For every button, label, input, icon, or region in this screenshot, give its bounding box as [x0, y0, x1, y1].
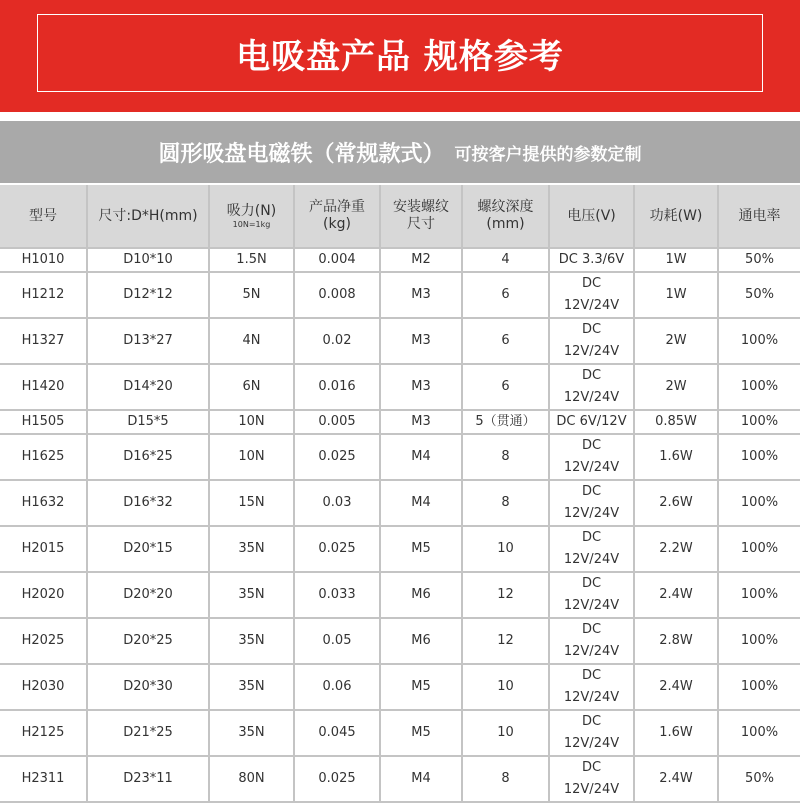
cell-weight: 0.06	[294, 664, 380, 710]
cell-size: D21*25	[87, 710, 209, 756]
cell-power: 1W	[634, 272, 718, 318]
cell-model: H2125	[0, 710, 87, 756]
cell-duty: 100%	[718, 364, 800, 410]
cell-duty: 50%	[718, 272, 800, 318]
cell-power: 2.4W	[634, 664, 718, 710]
cell-thread: M6	[380, 618, 462, 664]
cell-depth: 8	[462, 756, 549, 802]
cell-size: D20*20	[87, 572, 209, 618]
cell-voltage: DC 12V/24V	[549, 664, 634, 710]
cell-duty: 100%	[718, 318, 800, 364]
cell-duty: 50%	[718, 756, 800, 802]
table-row	[0, 572, 800, 618]
cell-depth: 10	[462, 710, 549, 756]
cell-thread: M3	[380, 410, 462, 434]
cell-duty: 100%	[718, 618, 800, 664]
cell-depth: 10	[462, 664, 549, 710]
header-cell: 功耗(W)	[634, 185, 718, 248]
cell-thread: M5	[380, 664, 462, 710]
cell-depth: 5（贯通）	[462, 410, 549, 434]
cell-model: H1212	[0, 272, 87, 318]
table-row	[0, 318, 800, 364]
cell-power: 0.85W	[634, 410, 718, 434]
banner-title: 电吸盘产品 规格参考	[236, 36, 564, 77]
table-row	[0, 410, 800, 434]
header-cell: 螺纹深度 (mm)	[462, 185, 549, 248]
cell-size: D20*30	[87, 664, 209, 710]
cell-power: 2.4W	[634, 572, 718, 618]
cell-force: 35N	[209, 526, 294, 572]
cell-size: D13*27	[87, 318, 209, 364]
cell-depth: 6	[462, 272, 549, 318]
cell-thread: M6	[380, 572, 462, 618]
cell-power: 1.6W	[634, 434, 718, 480]
cell-depth: 10	[462, 526, 549, 572]
table-row	[0, 710, 800, 756]
cell-voltage: DC 12V/24V	[549, 710, 634, 756]
cell-voltage: DC 12V/24V	[549, 480, 634, 526]
cell-thread: M2	[380, 248, 462, 272]
cell-thread: M5	[380, 526, 462, 572]
cell-size: D14*20	[87, 364, 209, 410]
table-subheader	[0, 121, 800, 183]
cell-thread: M5	[380, 710, 462, 756]
cell-model: H1327	[0, 318, 87, 364]
cell-depth: 8	[462, 480, 549, 526]
cell-weight: 0.016	[294, 364, 380, 410]
table-row	[0, 480, 800, 526]
cell-size: D10*10	[87, 248, 209, 272]
cell-weight: 0.05	[294, 618, 380, 664]
cell-depth: 12	[462, 572, 549, 618]
cell-weight: 0.045	[294, 710, 380, 756]
cell-depth: 12	[462, 618, 549, 664]
cell-weight: 0.033	[294, 572, 380, 618]
cell-model: H2025	[0, 618, 87, 664]
cell-duty: 100%	[718, 434, 800, 480]
cell-voltage: DC 3.3/6V	[549, 248, 634, 272]
cell-voltage: DC 6V/12V	[549, 410, 634, 434]
cell-power: 2W	[634, 364, 718, 410]
cell-voltage: DC 12V/24V	[549, 618, 634, 664]
subheader-note: 可按客户提供的参数定制	[454, 144, 642, 165]
table-row	[0, 526, 800, 572]
cell-voltage: DC 12V/24V	[549, 434, 634, 480]
header-cell: 产品净重 (kg)	[294, 185, 380, 248]
spec-table	[0, 185, 800, 803]
cell-duty: 100%	[718, 572, 800, 618]
cell-weight: 0.025	[294, 756, 380, 802]
cell-size: D20*25	[87, 618, 209, 664]
cell-duty: 100%	[718, 710, 800, 756]
cell-model: H1010	[0, 248, 87, 272]
cell-model: H1625	[0, 434, 87, 480]
cell-force: 5N	[209, 272, 294, 318]
cell-voltage: DC 12V/24V	[549, 756, 634, 802]
table-row	[0, 664, 800, 710]
cell-force: 35N	[209, 664, 294, 710]
cell-force: 6N	[209, 364, 294, 410]
table-row	[0, 434, 800, 480]
cell-size: D15*5	[87, 410, 209, 434]
cell-power: 2.8W	[634, 618, 718, 664]
cell-thread: M4	[380, 434, 462, 480]
cell-power: 2W	[634, 318, 718, 364]
cell-thread: M3	[380, 318, 462, 364]
cell-duty: 100%	[718, 664, 800, 710]
cell-weight: 0.03	[294, 480, 380, 526]
cell-duty: 50%	[718, 248, 800, 272]
cell-duty: 100%	[718, 526, 800, 572]
cell-weight: 0.025	[294, 434, 380, 480]
cell-power: 2.2W	[634, 526, 718, 572]
cell-size: D20*15	[87, 526, 209, 572]
cell-depth: 6	[462, 318, 549, 364]
header-cell: 通电率	[718, 185, 800, 248]
cell-size: D12*12	[87, 272, 209, 318]
cell-weight: 0.005	[294, 410, 380, 434]
cell-size: D23*11	[87, 756, 209, 802]
cell-power: 1W	[634, 248, 718, 272]
cell-weight: 0.004	[294, 248, 380, 272]
cell-voltage: DC 12V/24V	[549, 572, 634, 618]
cell-model: H1632	[0, 480, 87, 526]
cell-model: H2020	[0, 572, 87, 618]
cell-model: H2015	[0, 526, 87, 572]
header-cell: 电压(V)	[549, 185, 634, 248]
cell-depth: 8	[462, 434, 549, 480]
cell-force: 1.5N	[209, 248, 294, 272]
top-banner	[0, 0, 800, 112]
cell-voltage: DC 12V/24V	[549, 318, 634, 364]
table-row	[0, 756, 800, 802]
cell-weight: 0.025	[294, 526, 380, 572]
cell-voltage: DC 12V/24V	[549, 272, 634, 318]
cell-model: H2030	[0, 664, 87, 710]
cell-model: H1420	[0, 364, 87, 410]
cell-depth: 4	[462, 248, 549, 272]
cell-thread: M4	[380, 480, 462, 526]
cell-thread: M3	[380, 364, 462, 410]
cell-thread: M3	[380, 272, 462, 318]
cell-model: H2311	[0, 756, 87, 802]
cell-force: 4N	[209, 318, 294, 364]
table-row	[0, 618, 800, 664]
header-cell: 安装螺纹 尺寸	[380, 185, 462, 248]
cell-weight: 0.02	[294, 318, 380, 364]
banner-frame	[37, 14, 763, 92]
table-row	[0, 364, 800, 410]
cell-model: H1505	[0, 410, 87, 434]
cell-power: 2.4W	[634, 756, 718, 802]
cell-thread: M4	[380, 756, 462, 802]
cell-force: 10N	[209, 434, 294, 480]
cell-power: 2.6W	[634, 480, 718, 526]
cell-duty: 100%	[718, 480, 800, 526]
header-cell: 尺寸:D*H(mm)	[87, 185, 209, 248]
cell-power: 1.6W	[634, 710, 718, 756]
cell-voltage: DC 12V/24V	[549, 526, 634, 572]
cell-weight: 0.008	[294, 272, 380, 318]
cell-depth: 6	[462, 364, 549, 410]
cell-duty: 100%	[718, 410, 800, 434]
header-cell: 型号	[0, 185, 87, 248]
subheader-title: 圆形吸盘电磁铁（常规款式）	[158, 141, 445, 167]
header-cell: 吸力(N) 10N=1kg	[209, 185, 294, 248]
cell-force: 15N	[209, 480, 294, 526]
cell-voltage: DC 12V/24V	[549, 364, 634, 410]
cell-size: D16*32	[87, 480, 209, 526]
cell-force: 10N	[209, 410, 294, 434]
table-header-row	[0, 185, 800, 248]
table-row	[0, 248, 800, 272]
cell-size: D16*25	[87, 434, 209, 480]
cell-force: 35N	[209, 710, 294, 756]
table-row	[0, 272, 800, 318]
cell-force: 35N	[209, 618, 294, 664]
cell-force: 35N	[209, 572, 294, 618]
cell-force: 80N	[209, 756, 294, 802]
